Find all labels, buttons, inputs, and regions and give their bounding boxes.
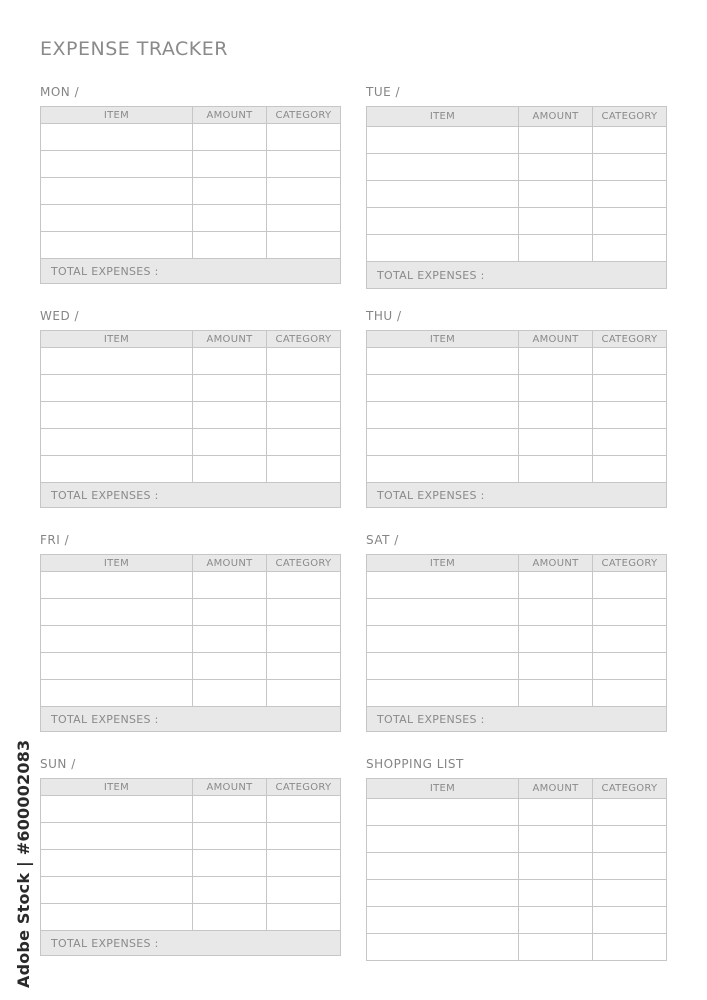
table-header xyxy=(367,779,667,799)
amount-cell[interactable] xyxy=(193,348,267,375)
item-cell[interactable] xyxy=(367,456,519,483)
category-cell[interactable] xyxy=(593,402,667,429)
category-cell[interactable] xyxy=(267,850,341,877)
expense-table-wed xyxy=(40,330,341,508)
item-cell[interactable] xyxy=(41,205,193,232)
table-row xyxy=(367,680,667,707)
amount-cell[interactable] xyxy=(193,572,267,599)
total-row xyxy=(367,262,667,289)
amount-cell[interactable] xyxy=(519,599,593,626)
category-cell[interactable] xyxy=(593,907,667,934)
table-row xyxy=(41,823,341,850)
category-cell[interactable] xyxy=(593,429,667,456)
day-label-fri: FRI / xyxy=(40,533,70,547)
category-cell[interactable] xyxy=(267,151,341,178)
category-cell[interactable] xyxy=(593,456,667,483)
amount-cell[interactable] xyxy=(519,235,593,262)
amount-cell[interactable] xyxy=(519,626,593,653)
table-row xyxy=(41,402,341,429)
total-expenses-label: TOTAL EXPENSES : xyxy=(367,262,667,289)
amount-cell[interactable] xyxy=(193,375,267,402)
item-cell[interactable] xyxy=(367,653,519,680)
amount-cell[interactable] xyxy=(519,208,593,235)
column-header-amount: AMOUNT xyxy=(193,555,267,572)
table-header xyxy=(41,779,341,796)
amount-cell[interactable] xyxy=(519,154,593,181)
category-cell[interactable] xyxy=(267,572,341,599)
amount-cell[interactable] xyxy=(193,680,267,707)
amount-cell[interactable] xyxy=(193,205,267,232)
item-cell[interactable] xyxy=(41,572,193,599)
table-row xyxy=(41,205,341,232)
amount-cell[interactable] xyxy=(193,124,267,151)
amount-cell[interactable] xyxy=(519,680,593,707)
amount-cell[interactable] xyxy=(519,429,593,456)
total-row xyxy=(367,707,667,732)
table-row xyxy=(41,348,341,375)
table-header xyxy=(367,107,667,127)
table-row xyxy=(367,626,667,653)
section-wed xyxy=(40,310,340,508)
section-tue xyxy=(366,86,666,289)
column-header-category: CATEGORY xyxy=(267,107,341,124)
category-cell[interactable] xyxy=(267,429,341,456)
item-cell[interactable] xyxy=(41,429,193,456)
section-thu xyxy=(366,310,666,508)
item-cell[interactable] xyxy=(41,232,193,259)
column-header-amount: AMOUNT xyxy=(519,107,593,127)
day-label-sun: SUN / xyxy=(40,757,76,771)
category-cell[interactable] xyxy=(593,348,667,375)
item-cell[interactable] xyxy=(41,178,193,205)
category-cell[interactable] xyxy=(593,208,667,235)
section-sun xyxy=(40,758,340,956)
item-cell[interactable] xyxy=(367,934,519,961)
stock-watermark: Adobe Stock | #600002083 xyxy=(14,739,33,988)
table-row xyxy=(367,181,667,208)
table-row xyxy=(41,124,341,151)
table-row xyxy=(367,127,667,154)
table-row xyxy=(367,934,667,961)
table-header xyxy=(41,555,341,572)
total-expenses-label: TOTAL EXPENSES : xyxy=(367,707,667,732)
day-label-sat: SAT / xyxy=(366,533,399,547)
item-cell[interactable] xyxy=(367,127,519,154)
table-row xyxy=(41,572,341,599)
column-header-item: ITEM xyxy=(41,555,193,572)
item-cell[interactable] xyxy=(41,850,193,877)
table-row xyxy=(367,402,667,429)
column-header-category: CATEGORY xyxy=(593,555,667,572)
category-cell[interactable] xyxy=(267,178,341,205)
item-cell[interactable] xyxy=(367,626,519,653)
column-header-amount: AMOUNT xyxy=(193,779,267,796)
amount-cell[interactable] xyxy=(193,904,267,931)
item-cell[interactable] xyxy=(41,348,193,375)
category-cell[interactable] xyxy=(267,375,341,402)
table-row xyxy=(367,375,667,402)
category-cell[interactable] xyxy=(267,823,341,850)
category-cell[interactable] xyxy=(593,235,667,262)
table-row xyxy=(41,904,341,931)
expense-table-thu xyxy=(366,330,667,508)
category-cell[interactable] xyxy=(593,599,667,626)
table-header xyxy=(41,331,341,348)
shopping-list-table xyxy=(366,778,667,961)
item-cell[interactable] xyxy=(41,653,193,680)
item-cell[interactable] xyxy=(41,151,193,178)
amount-cell[interactable] xyxy=(193,232,267,259)
table-row xyxy=(367,907,667,934)
amount-cell[interactable] xyxy=(193,626,267,653)
column-header-category: CATEGORY xyxy=(593,779,667,799)
item-cell[interactable] xyxy=(41,680,193,707)
category-cell[interactable] xyxy=(267,348,341,375)
page-title: EXPENSE TRACKER xyxy=(40,38,228,60)
table-row xyxy=(41,151,341,178)
day-label-thu: THU / xyxy=(366,309,402,323)
column-header-category: CATEGORY xyxy=(593,331,667,348)
table-row xyxy=(367,853,667,880)
amount-cell[interactable] xyxy=(193,850,267,877)
section-shopping-list xyxy=(366,758,666,961)
amount-cell[interactable] xyxy=(193,429,267,456)
item-cell[interactable] xyxy=(367,880,519,907)
table-row xyxy=(367,348,667,375)
item-cell[interactable] xyxy=(367,348,519,375)
item-cell[interactable] xyxy=(367,402,519,429)
table-row xyxy=(367,429,667,456)
column-header-item: ITEM xyxy=(41,331,193,348)
amount-cell[interactable] xyxy=(519,934,593,961)
amount-cell[interactable] xyxy=(193,178,267,205)
amount-cell[interactable] xyxy=(193,599,267,626)
section-mon xyxy=(40,86,340,284)
day-label-mon: MON / xyxy=(40,85,80,99)
amount-cell[interactable] xyxy=(519,799,593,826)
table-row xyxy=(367,599,667,626)
total-row xyxy=(367,483,667,508)
item-cell[interactable] xyxy=(367,235,519,262)
table-header xyxy=(367,555,667,572)
amount-cell[interactable] xyxy=(519,572,593,599)
item-cell[interactable] xyxy=(367,208,519,235)
column-header-item: ITEM xyxy=(367,555,519,572)
table-row xyxy=(367,572,667,599)
table-row xyxy=(41,850,341,877)
table-row xyxy=(41,877,341,904)
category-cell[interactable] xyxy=(593,653,667,680)
total-expenses-label: TOTAL EXPENSES : xyxy=(367,483,667,508)
column-header-amount: AMOUNT xyxy=(519,331,593,348)
category-cell[interactable] xyxy=(593,127,667,154)
expense-table-fri xyxy=(40,554,341,732)
table-row xyxy=(41,456,341,483)
table-row xyxy=(367,456,667,483)
expense-table-tue xyxy=(366,106,667,289)
item-cell[interactable] xyxy=(367,429,519,456)
item-cell[interactable] xyxy=(367,680,519,707)
table-row xyxy=(367,653,667,680)
column-header-item: ITEM xyxy=(367,331,519,348)
table-header xyxy=(41,107,341,124)
amount-cell[interactable] xyxy=(519,181,593,208)
column-header-item: ITEM xyxy=(41,107,193,124)
category-cell[interactable] xyxy=(267,680,341,707)
item-cell[interactable] xyxy=(367,154,519,181)
total-expenses-label: TOTAL EXPENSES : xyxy=(41,707,341,732)
category-cell[interactable] xyxy=(267,402,341,429)
category-cell[interactable] xyxy=(593,826,667,853)
table-row xyxy=(41,429,341,456)
table-row xyxy=(41,626,341,653)
amount-cell[interactable] xyxy=(519,826,593,853)
amount-cell[interactable] xyxy=(519,853,593,880)
item-cell[interactable] xyxy=(367,853,519,880)
expense-table-sat xyxy=(366,554,667,732)
amount-cell[interactable] xyxy=(519,456,593,483)
column-header-amount: AMOUNT xyxy=(519,779,593,799)
category-cell[interactable] xyxy=(267,124,341,151)
category-cell[interactable] xyxy=(593,572,667,599)
table-row xyxy=(367,154,667,181)
section-fri xyxy=(40,534,340,732)
total-row xyxy=(41,707,341,732)
item-cell[interactable] xyxy=(367,799,519,826)
item-cell[interactable] xyxy=(41,904,193,931)
item-cell[interactable] xyxy=(367,181,519,208)
amount-cell[interactable] xyxy=(193,402,267,429)
table-row xyxy=(41,232,341,259)
item-cell[interactable] xyxy=(367,826,519,853)
category-cell[interactable] xyxy=(593,181,667,208)
column-header-category: CATEGORY xyxy=(593,107,667,127)
table-row xyxy=(41,653,341,680)
amount-cell[interactable] xyxy=(193,877,267,904)
item-cell[interactable] xyxy=(367,599,519,626)
category-cell[interactable] xyxy=(593,853,667,880)
item-cell[interactable] xyxy=(41,877,193,904)
total-expenses-label: TOTAL EXPENSES : xyxy=(41,259,341,284)
expense-table-sun xyxy=(40,778,341,956)
amount-cell[interactable] xyxy=(193,823,267,850)
category-cell[interactable] xyxy=(267,456,341,483)
day-label-wed: WED / xyxy=(40,309,80,323)
item-cell[interactable] xyxy=(41,375,193,402)
item-cell[interactable] xyxy=(41,796,193,823)
table-row xyxy=(41,599,341,626)
amount-cell[interactable] xyxy=(193,796,267,823)
category-cell[interactable] xyxy=(267,653,341,680)
category-cell[interactable] xyxy=(593,154,667,181)
total-expenses-label: TOTAL EXPENSES : xyxy=(41,931,341,956)
table-row xyxy=(41,796,341,823)
day-label-tue: TUE / xyxy=(366,85,401,99)
amount-cell[interactable] xyxy=(519,127,593,154)
category-cell[interactable] xyxy=(267,796,341,823)
amount-cell[interactable] xyxy=(519,402,593,429)
category-cell[interactable] xyxy=(267,232,341,259)
table-row xyxy=(41,178,341,205)
total-row xyxy=(41,483,341,508)
table-row xyxy=(367,826,667,853)
category-cell[interactable] xyxy=(267,599,341,626)
column-header-amount: AMOUNT xyxy=(193,331,267,348)
table-row xyxy=(367,235,667,262)
item-cell[interactable] xyxy=(41,456,193,483)
column-header-item: ITEM xyxy=(367,107,519,127)
column-header-category: CATEGORY xyxy=(267,555,341,572)
item-cell[interactable] xyxy=(367,375,519,402)
amount-cell[interactable] xyxy=(519,907,593,934)
item-cell[interactable] xyxy=(41,626,193,653)
amount-cell[interactable] xyxy=(519,375,593,402)
total-row xyxy=(41,259,341,284)
column-header-item: ITEM xyxy=(41,779,193,796)
table-row xyxy=(41,680,341,707)
total-expenses-label: TOTAL EXPENSES : xyxy=(41,483,341,508)
category-cell[interactable] xyxy=(593,880,667,907)
category-cell[interactable] xyxy=(267,205,341,232)
category-cell[interactable] xyxy=(267,877,341,904)
shopping-list-label: SHOPPING LIST xyxy=(366,757,464,771)
column-header-amount: AMOUNT xyxy=(519,555,593,572)
category-cell[interactable] xyxy=(593,934,667,961)
item-cell[interactable] xyxy=(41,599,193,626)
category-cell[interactable] xyxy=(593,799,667,826)
category-cell[interactable] xyxy=(593,680,667,707)
column-header-amount: AMOUNT xyxy=(193,107,267,124)
table-header xyxy=(367,331,667,348)
column-header-category: CATEGORY xyxy=(267,331,341,348)
amount-cell[interactable] xyxy=(519,880,593,907)
expense-table-mon xyxy=(40,106,341,284)
amount-cell[interactable] xyxy=(519,653,593,680)
item-cell[interactable] xyxy=(367,572,519,599)
section-sat xyxy=(366,534,666,732)
amount-cell[interactable] xyxy=(193,653,267,680)
item-cell[interactable] xyxy=(41,124,193,151)
table-row xyxy=(367,799,667,826)
category-cell[interactable] xyxy=(593,375,667,402)
amount-cell[interactable] xyxy=(519,348,593,375)
amount-cell[interactable] xyxy=(193,151,267,178)
amount-cell[interactable] xyxy=(193,456,267,483)
item-cell[interactable] xyxy=(41,402,193,429)
category-cell[interactable] xyxy=(593,626,667,653)
item-cell[interactable] xyxy=(41,823,193,850)
table-row xyxy=(367,880,667,907)
category-cell[interactable] xyxy=(267,626,341,653)
column-header-item: ITEM xyxy=(367,779,519,799)
column-header-category: CATEGORY xyxy=(267,779,341,796)
category-cell[interactable] xyxy=(267,904,341,931)
table-row xyxy=(367,208,667,235)
total-row xyxy=(41,931,341,956)
item-cell[interactable] xyxy=(367,907,519,934)
table-row xyxy=(41,375,341,402)
